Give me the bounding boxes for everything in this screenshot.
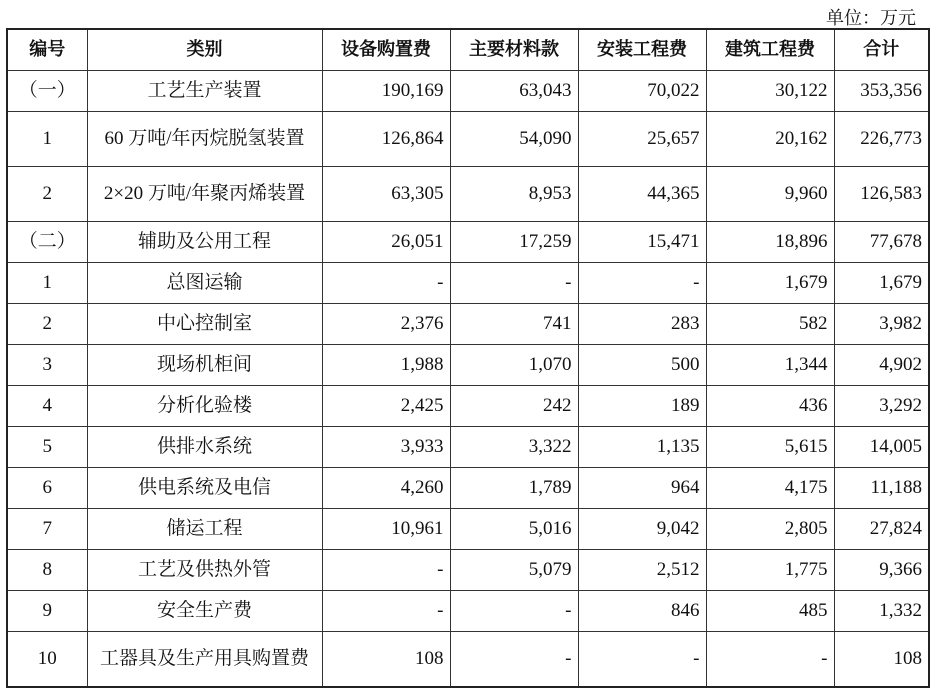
- table-row: [7, 467, 929, 508]
- header-equipment: 设备购置费: [322, 29, 450, 70]
- row-category: 工艺及供热外管: [87, 549, 322, 590]
- row-total: 1,679: [834, 262, 929, 303]
- row-equipment: 126,864: [322, 111, 450, 166]
- header-category: 类别: [87, 29, 322, 70]
- row-code: 1: [7, 111, 87, 166]
- row-installation: -: [578, 631, 706, 687]
- row-equipment: 2,425: [322, 385, 450, 426]
- row-code: （二）: [7, 221, 87, 262]
- row-total: 1,332: [834, 590, 929, 631]
- row-category: 60 万吨/年丙烷脱氢装置: [87, 111, 322, 166]
- row-total: 3,982: [834, 303, 929, 344]
- row-equipment: 63,305: [322, 166, 450, 221]
- row-total: 353,356: [834, 70, 929, 111]
- row-installation: 15,471: [578, 221, 706, 262]
- row-installation: 70,022: [578, 70, 706, 111]
- row-category: 储运工程: [87, 508, 322, 549]
- header-construction: 建筑工程费: [706, 29, 834, 70]
- table-row: [7, 303, 929, 344]
- row-code: 3: [7, 344, 87, 385]
- row-code: 6: [7, 467, 87, 508]
- row-materials: 63,043: [450, 70, 578, 111]
- row-equipment: 26,051: [322, 221, 450, 262]
- header-code: 编号: [7, 29, 87, 70]
- row-equipment: -: [322, 590, 450, 631]
- row-materials: 5,079: [450, 549, 578, 590]
- header-total: 合计: [834, 29, 929, 70]
- row-construction: 4,175: [706, 467, 834, 508]
- table-row: [7, 590, 929, 631]
- row-code: （一）: [7, 70, 87, 111]
- row-equipment: -: [322, 549, 450, 590]
- row-equipment: 2,376: [322, 303, 450, 344]
- row-construction: 30,122: [706, 70, 834, 111]
- table-row: [7, 166, 929, 221]
- row-code: 4: [7, 385, 87, 426]
- row-equipment: 190,169: [322, 70, 450, 111]
- row-equipment: -: [322, 262, 450, 303]
- row-installation: 189: [578, 385, 706, 426]
- row-installation: 846: [578, 590, 706, 631]
- row-construction: 2,805: [706, 508, 834, 549]
- row-code: 1: [7, 262, 87, 303]
- row-total: 77,678: [834, 221, 929, 262]
- row-code: 2: [7, 166, 87, 221]
- table-row: [7, 262, 929, 303]
- row-materials: 3,322: [450, 426, 578, 467]
- row-materials: 17,259: [450, 221, 578, 262]
- row-construction: 1,679: [706, 262, 834, 303]
- row-category: 工艺生产装置: [87, 70, 322, 111]
- table-row: [7, 111, 929, 166]
- row-materials: 5,016: [450, 508, 578, 549]
- unit-note: 单位：万元: [826, 8, 916, 28]
- table-row: [7, 70, 929, 111]
- row-materials: 242: [450, 385, 578, 426]
- row-equipment: 3,933: [322, 426, 450, 467]
- row-construction: 9,960: [706, 166, 834, 221]
- row-construction: 485: [706, 590, 834, 631]
- row-total: 3,292: [834, 385, 929, 426]
- row-materials: 8,953: [450, 166, 578, 221]
- row-category: 中心控制室: [87, 303, 322, 344]
- row-equipment: 1,988: [322, 344, 450, 385]
- row-total: 11,188: [834, 467, 929, 508]
- row-total: 9,366: [834, 549, 929, 590]
- row-construction: 20,162: [706, 111, 834, 166]
- row-construction: 18,896: [706, 221, 834, 262]
- row-category: 供电系统及电信: [87, 467, 322, 508]
- row-category: 分析化验楼: [87, 385, 322, 426]
- table-row: [7, 221, 929, 262]
- row-code: 5: [7, 426, 87, 467]
- row-total: 27,824: [834, 508, 929, 549]
- row-code: 7: [7, 508, 87, 549]
- row-construction: 582: [706, 303, 834, 344]
- header-installation: 安装工程费: [578, 29, 706, 70]
- row-category: 供排水系统: [87, 426, 322, 467]
- row-category: 工器具及生产用具购置费: [87, 631, 322, 687]
- row-materials: -: [450, 590, 578, 631]
- row-code: 2: [7, 303, 87, 344]
- row-installation: 25,657: [578, 111, 706, 166]
- row-installation: 283: [578, 303, 706, 344]
- row-code: 10: [7, 631, 87, 687]
- investment-table: [6, 28, 930, 688]
- header-materials: 主要材料款: [450, 29, 578, 70]
- row-equipment: 108: [322, 631, 450, 687]
- row-installation: 9,042: [578, 508, 706, 549]
- row-code: 9: [7, 590, 87, 631]
- row-construction: -: [706, 631, 834, 687]
- row-materials: 1,789: [450, 467, 578, 508]
- row-construction: 1,344: [706, 344, 834, 385]
- table-row: [7, 549, 929, 590]
- row-installation: 964: [578, 467, 706, 508]
- row-total: 126,583: [834, 166, 929, 221]
- table-row: [7, 385, 929, 426]
- row-materials: 54,090: [450, 111, 578, 166]
- header-row: [7, 29, 929, 70]
- row-construction: 436: [706, 385, 834, 426]
- row-materials: 1,070: [450, 344, 578, 385]
- row-category: 现场机柜间: [87, 344, 322, 385]
- table-row: [7, 426, 929, 467]
- row-total: 108: [834, 631, 929, 687]
- row-installation: 500: [578, 344, 706, 385]
- row-materials: -: [450, 262, 578, 303]
- row-total: 4,902: [834, 344, 929, 385]
- row-equipment: 4,260: [322, 467, 450, 508]
- row-installation: 1,135: [578, 426, 706, 467]
- row-equipment: 10,961: [322, 508, 450, 549]
- row-construction: 5,615: [706, 426, 834, 467]
- row-category: 安全生产费: [87, 590, 322, 631]
- row-category: 辅助及公用工程: [87, 221, 322, 262]
- row-materials: 741: [450, 303, 578, 344]
- row-total: 14,005: [834, 426, 929, 467]
- row-code: 8: [7, 549, 87, 590]
- table-row: [7, 344, 929, 385]
- row-installation: -: [578, 262, 706, 303]
- row-total: 226,773: [834, 111, 929, 166]
- row-category: 总图运输: [87, 262, 322, 303]
- row-category: 2×20 万吨/年聚丙烯装置: [87, 166, 322, 221]
- table-row: [7, 508, 929, 549]
- row-construction: 1,775: [706, 549, 834, 590]
- row-materials: -: [450, 631, 578, 687]
- table-row: [7, 631, 929, 687]
- row-installation: 44,365: [578, 166, 706, 221]
- row-installation: 2,512: [578, 549, 706, 590]
